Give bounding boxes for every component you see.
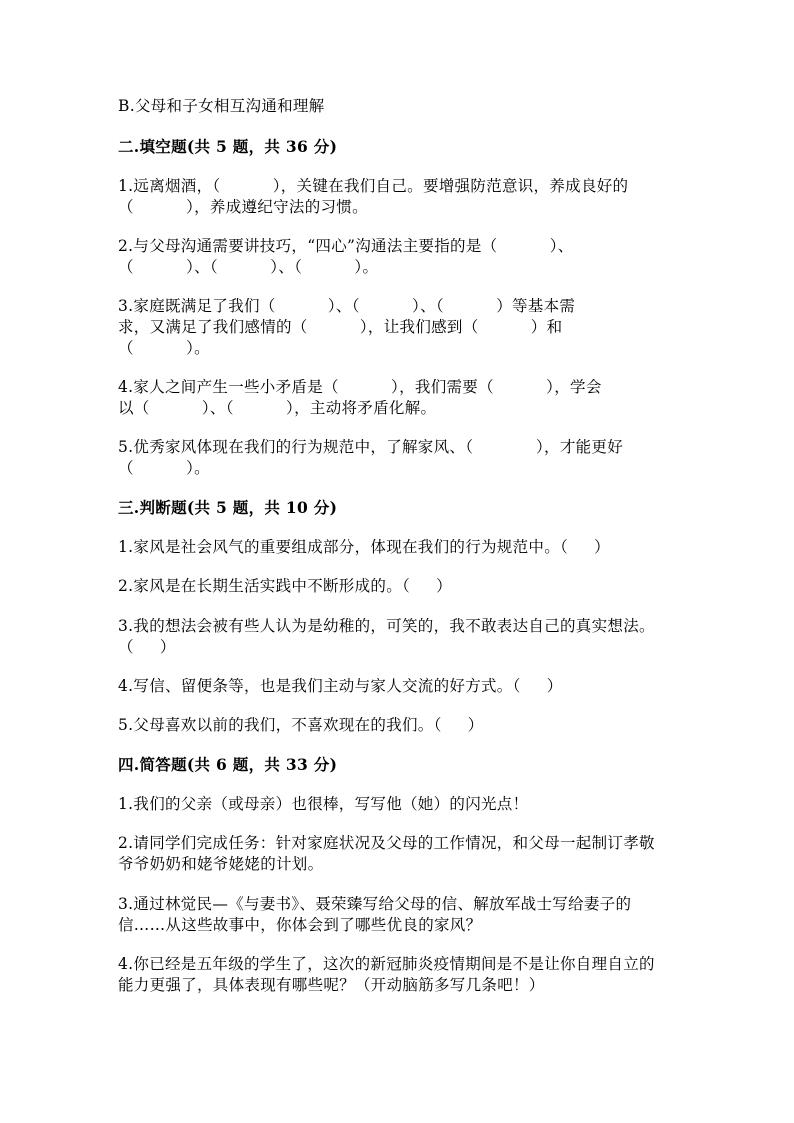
fill-blank-q1-line1: 1.远离烟酒，（ ），关键在我们自己。要增强防范意识，养成良好的 [118, 177, 629, 195]
fill-blank-q2-line1: 2.与父母沟通需要讲技巧，“四心”沟通法主要指的是（ ）、 [118, 237, 574, 255]
short-answer-q3-line1: 3.通过林觉民—《与妻书》、聂荣臻写给父母的信、解放军战士写给妻子的 [118, 895, 632, 913]
true-false-q2: 2.家风是在长期生活实践中不断形成的。（ ） [118, 577, 452, 595]
fill-blank-q5-line1: 5.优秀家风体现在我们的行为规范中，了解家风、（ ），才能更好 [118, 438, 624, 456]
short-answer-q2-line1: 2.请同学们完成任务：针对家庭状况及父母的工作情况，和父母一起制订孝敬 [118, 834, 655, 852]
fill-blank-q2-line2: （ ）、（ ）、（ ）。 [118, 258, 379, 276]
short-answer-q4-line1: 4.你已经是五年级的学生了，这次的新冠肺炎疫情期间是不是让你自理自立的 [118, 955, 655, 973]
true-false-q3-line2: （ ） [118, 638, 176, 656]
fill-blank-q4-line1: 4.家人之间产生一些小矛盾是（ ），我们需要（ ），学会 [118, 378, 602, 396]
section-heading-true-false: 三.判断题(共 5 题，共 10 分) [118, 498, 338, 517]
short-answer-q1: 1.我们的父亲（或母亲）也很棒，写写他（她）的闪光点！ [118, 795, 529, 813]
fill-blank-q5-line2: （ ）。 [118, 459, 210, 477]
true-false-q3-line1: 3.我的想法会被有些人认为是幼稚的，可笑的，我不敢表达自己的真实想法。 [118, 617, 655, 635]
fill-blank-q3-line2: 求，又满足了我们感情的（ ），让我们感到（ ）和 [118, 318, 563, 336]
true-false-q4: 4.写信、留便条等，也是我们主动与家人交流的好方式。（ ） [118, 677, 563, 695]
section-heading-fill-blank: 二.填空题(共 5 题，共 36 分) [118, 137, 338, 156]
short-answer-q3-line2: 信……从这些故事中，你体会到了哪些优良的家风？ [118, 916, 482, 934]
short-answer-q4-line2: 能力更强了，具体表现有哪些呢？（开动脑筋多写几条吧！） [118, 976, 545, 994]
true-false-q5: 5.父母喜欢以前的我们，不喜欢现在的我们。（ ） [118, 716, 484, 734]
fill-blank-q1-line2: （ ），养成遵纪守法的习惯。 [118, 198, 368, 216]
option-b-text: B.父母和子女相互沟通和理解 [118, 97, 325, 115]
section-heading-short-answer: 四.简答题(共 6 题，共 33 分) [118, 755, 338, 774]
fill-blank-q3-line1: 3.家庭既满足了我们（ ）、（ ）、（ ）等基本需 [118, 297, 576, 315]
fill-blank-q4-line2: 以（ ）、（ ），主动将矛盾化解。 [118, 399, 437, 417]
short-answer-q2-line2: 爷爷奶奶和姥爷姥姥的计划。 [118, 855, 324, 873]
true-false-q1: 1.家风是社会风气的重要组成部分，体现在我们的行为规范中。（ ） [118, 538, 610, 556]
fill-blank-q3-line3: （ ）。 [118, 339, 210, 357]
